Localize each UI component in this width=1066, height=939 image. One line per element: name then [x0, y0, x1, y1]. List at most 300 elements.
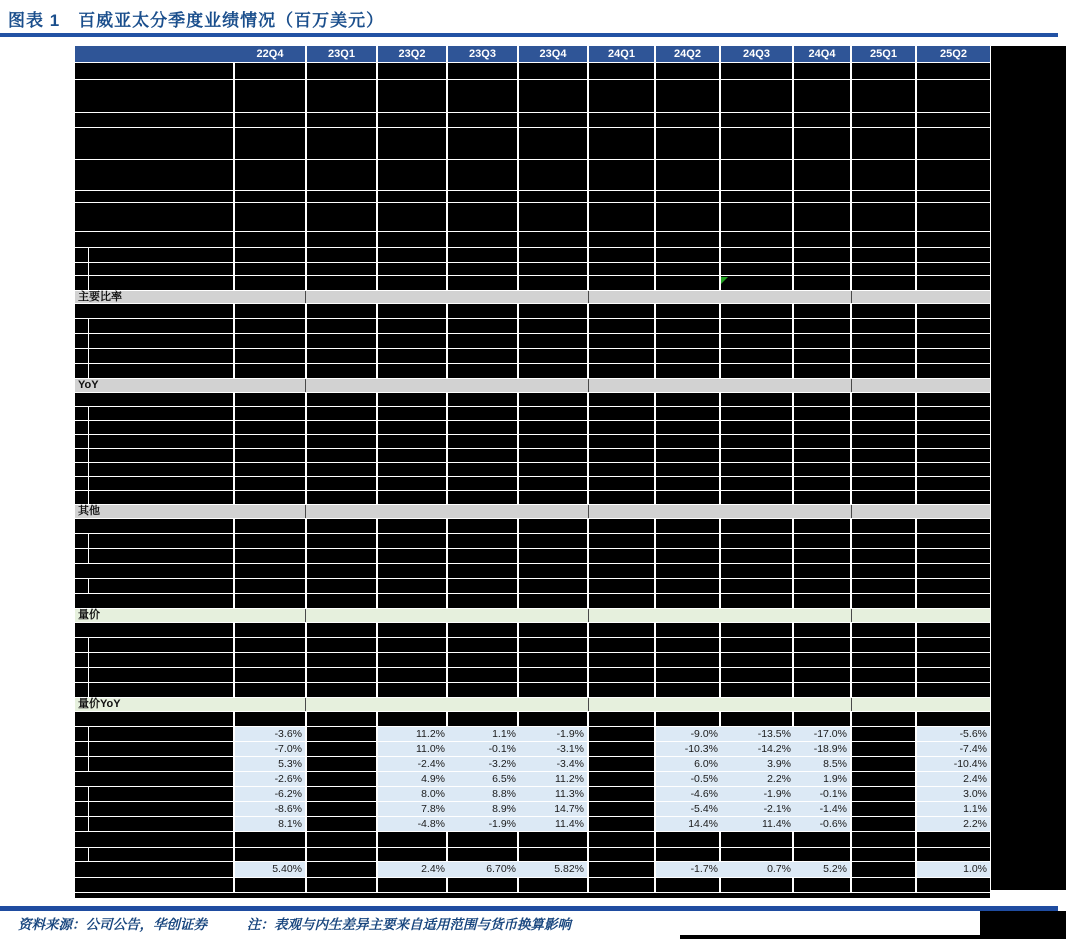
- redacted-cell: [917, 519, 990, 533]
- redacted-cell: [307, 549, 376, 563]
- redacted-cell: [448, 878, 517, 892]
- redacted-label-cell: [89, 319, 233, 333]
- redacted-cell: [307, 128, 376, 159]
- redacted-cell: [307, 757, 376, 771]
- footer-divider: [0, 906, 1058, 911]
- redacted-cell: [721, 304, 792, 318]
- section-cell-separator: [305, 609, 306, 622]
- redacted-cell: [852, 191, 915, 202]
- redacted-cell: [852, 878, 915, 892]
- value-cell: 0.7%: [721, 862, 794, 877]
- redacted-label-cell: [89, 349, 233, 363]
- redacted-row: [75, 276, 990, 290]
- redacted-label-cell: [75, 113, 233, 127]
- redacted-row: [75, 232, 990, 247]
- redacted-cell: [917, 393, 990, 406]
- table-header-row: [75, 46, 990, 62]
- redacted-cell: [448, 113, 517, 127]
- redacted-cell: [852, 319, 915, 333]
- redacted-cell: [917, 594, 990, 608]
- redacted-cell: [852, 160, 915, 190]
- value-cell: 11.0%: [378, 742, 448, 756]
- redacted-cell: [721, 623, 792, 637]
- redacted-cell: [519, 160, 587, 190]
- redacted-cell: [307, 80, 376, 112]
- redacted-cell: [794, 712, 850, 726]
- redacted-cell: [656, 832, 719, 847]
- redacted-cell: [917, 564, 990, 578]
- redacted-cell: [721, 534, 792, 548]
- redacted-cell: [852, 276, 915, 290]
- redacted-cell: [448, 349, 517, 363]
- redacted-cell: [721, 334, 792, 348]
- redacted-label-cell: [89, 802, 233, 816]
- value-cell: 11.2%: [378, 727, 448, 741]
- value-cell: -1.9%: [721, 787, 794, 801]
- section-cell-separator: [305, 379, 306, 392]
- section-row-volume_price_yoy: [75, 698, 990, 711]
- redacted-label-cell: [75, 772, 233, 786]
- redacted-cell: [852, 653, 915, 667]
- redacted-cell: [656, 334, 719, 348]
- redacted-cell: [794, 128, 850, 159]
- redacted-row: [75, 393, 990, 406]
- redacted-cell: [852, 407, 915, 420]
- redacted-cell: [794, 653, 850, 667]
- redacted-cell: [794, 113, 850, 127]
- redacted-cell: [656, 534, 719, 548]
- value-cell: -17.0%: [794, 727, 850, 741]
- section-label: 量价YoY: [78, 698, 121, 710]
- redacted-cell: [235, 304, 305, 318]
- redacted-label-cell: [75, 623, 233, 637]
- redacted-label-cell: [89, 263, 233, 275]
- redacted-indent-cell: [75, 579, 88, 593]
- redacted-cell: [589, 80, 654, 112]
- redacted-indent-cell: [75, 276, 88, 290]
- redacted-cell: [589, 421, 654, 434]
- redacted-cell: [917, 579, 990, 593]
- redacted-cell: [519, 191, 587, 202]
- redacted-cell: [307, 742, 376, 756]
- redacted-cell: [307, 683, 376, 697]
- redacted-cell: [589, 817, 654, 831]
- redacted-label-cell: [89, 787, 233, 801]
- redacted-label-cell: [89, 463, 233, 476]
- value-cell: 11.2%: [519, 772, 587, 786]
- redacted-cell: [656, 477, 719, 490]
- redacted-label-cell: [75, 63, 233, 79]
- redacted-cell: [448, 477, 517, 490]
- redacted-cell: [721, 449, 792, 462]
- redacted-cell: [378, 848, 446, 861]
- redacted-cell: [852, 334, 915, 348]
- redacted-label-cell: [75, 393, 233, 406]
- redacted-row: [75, 364, 990, 378]
- redacted-cell: [235, 848, 305, 861]
- value-cell: 1.1%: [917, 802, 990, 816]
- redacted-cell: [656, 668, 719, 682]
- redacted-cell: [307, 248, 376, 262]
- redacted-cell: [378, 712, 446, 726]
- redacted-cell: [589, 113, 654, 127]
- redacted-cell: [589, 712, 654, 726]
- redacted-cell: [307, 712, 376, 726]
- redacted-cell: [721, 349, 792, 363]
- value-cell: -10.4%: [917, 757, 990, 771]
- redacted-indent-cell: [75, 421, 88, 434]
- redacted-cell: [448, 638, 517, 652]
- redacted-cell: [721, 319, 792, 333]
- redacted-cell: [852, 564, 915, 578]
- redacted-cell: [794, 564, 850, 578]
- value-cell: 2.4%: [917, 772, 990, 786]
- value-cell: 8.5%: [794, 757, 850, 771]
- redacted-cell: [794, 519, 850, 533]
- redacted-cell: [656, 683, 719, 697]
- redacted-row: [75, 334, 990, 348]
- redacted-cell: [235, 712, 305, 726]
- redacted-cell: [307, 364, 376, 378]
- redacted-cell: [519, 491, 587, 504]
- redacted-cell: [235, 421, 305, 434]
- redacted-cell: [235, 319, 305, 333]
- redacted-label-cell: [89, 742, 233, 756]
- figure-label: 图表 1: [8, 11, 61, 30]
- redacted-row: [75, 203, 990, 231]
- redacted-cell: [307, 878, 376, 892]
- redacted-cell: [519, 63, 587, 79]
- redacted-cell: [917, 449, 990, 462]
- redacted-cell: [656, 878, 719, 892]
- value-cell: 6.5%: [448, 772, 519, 786]
- redacted-label-cell: [89, 421, 233, 434]
- redacted-row: [75, 191, 990, 202]
- redacted-cell: [721, 549, 792, 563]
- redacted-cell: [852, 80, 915, 112]
- redacted-cell: [235, 683, 305, 697]
- redacted-cell: [378, 449, 446, 462]
- redacted-cell: [448, 393, 517, 406]
- redacted-cell: [235, 519, 305, 533]
- redacted-cell: [589, 564, 654, 578]
- redacted-row: [75, 683, 990, 697]
- redacted-cell: [448, 848, 517, 861]
- redacted-cell: [917, 463, 990, 476]
- redacted-indent-cell: [75, 477, 88, 490]
- redacted-row: [75, 712, 990, 726]
- redacted-cell: [519, 712, 587, 726]
- redacted-cell: [307, 653, 376, 667]
- value-cell: 3.0%: [917, 787, 990, 801]
- redacted-cell: [448, 594, 517, 608]
- data-row: [75, 817, 990, 831]
- data-row: [75, 727, 990, 741]
- redacted-row: [75, 519, 990, 533]
- redacted-cell: [235, 160, 305, 190]
- redacted-cell: [794, 334, 850, 348]
- redacted-cell: [794, 263, 850, 275]
- value-cell: 11.4%: [721, 817, 794, 831]
- redacted-row: [75, 878, 990, 892]
- column-header: 24Q1: [589, 46, 654, 62]
- redacted-cell: [589, 668, 654, 682]
- redacted-cell: [519, 349, 587, 363]
- redacted-row: [75, 564, 990, 578]
- redacted-right-margin: [991, 46, 1066, 890]
- redacted-cell: [589, 232, 654, 247]
- redacted-cell: [852, 742, 915, 756]
- redacted-cell: [794, 349, 850, 363]
- redacted-cell: [917, 407, 990, 420]
- redacted-cell: [852, 477, 915, 490]
- value-cell: -0.5%: [656, 772, 721, 786]
- redacted-row: [75, 128, 990, 159]
- redacted-cell: [378, 319, 446, 333]
- redacted-cell: [589, 304, 654, 318]
- value-cell: -7.4%: [917, 742, 990, 756]
- redacted-cell: [235, 393, 305, 406]
- redacted-cell: [721, 263, 792, 275]
- value-cell: 8.1%: [235, 817, 305, 831]
- redacted-cell: [721, 668, 792, 682]
- column-header: 23Q3: [448, 46, 517, 62]
- redacted-cell: [378, 128, 446, 159]
- redacted-row: [75, 848, 990, 861]
- figure-name: 百威亚太分季度业绩情况（百万美元）: [78, 11, 385, 30]
- redacted-cell: [378, 463, 446, 476]
- redacted-cell: [448, 449, 517, 462]
- redacted-cell: [794, 638, 850, 652]
- redacted-indent-cell: [75, 319, 88, 333]
- redacted-cell: [307, 772, 376, 786]
- redacted-cell: [794, 407, 850, 420]
- redacted-cell: [917, 80, 990, 112]
- section-cell-separator: [588, 609, 589, 622]
- redacted-cell: [307, 787, 376, 801]
- redacted-cell: [656, 349, 719, 363]
- redacted-label-cell: [75, 832, 233, 847]
- value-cell: -0.1%: [794, 787, 850, 801]
- redacted-cell: [307, 304, 376, 318]
- redacted-cell: [378, 191, 446, 202]
- redacted-cell: [378, 564, 446, 578]
- redacted-label-cell: [89, 757, 233, 771]
- figure-title: [8, 6, 384, 31]
- redacted-cell: [656, 463, 719, 476]
- section-cell-separator: [305, 698, 306, 711]
- value-cell: -4.8%: [378, 817, 448, 831]
- redacted-cell: [519, 683, 587, 697]
- value-cell: -3.6%: [235, 727, 305, 741]
- section-label: 其他: [78, 505, 100, 517]
- redacted-cell: [656, 113, 719, 127]
- redacted-label-cell: [75, 712, 233, 726]
- redacted-cell: [307, 579, 376, 593]
- value-cell: -1.7%: [656, 862, 721, 877]
- redacted-cell: [852, 623, 915, 637]
- redacted-cell: [519, 549, 587, 563]
- redacted-row: [75, 594, 990, 608]
- redacted-cell: [448, 364, 517, 378]
- redacted-cell: [589, 319, 654, 333]
- redacted-cell: [378, 113, 446, 127]
- redacted-cell: [519, 263, 587, 275]
- section-label: YoY: [78, 379, 99, 391]
- redacted-cell: [917, 334, 990, 348]
- redacted-cell: [519, 564, 587, 578]
- value-cell: 1.9%: [794, 772, 850, 786]
- value-cell: -4.6%: [656, 787, 721, 801]
- redacted-cell: [589, 63, 654, 79]
- redacted-cell: [656, 128, 719, 159]
- redacted-cell: [794, 435, 850, 448]
- value-cell: 8.0%: [378, 787, 448, 801]
- redacted-cell: [378, 832, 446, 847]
- redacted-cell: [235, 248, 305, 262]
- value-cell: 2.2%: [917, 817, 990, 831]
- redacted-cell: [656, 160, 719, 190]
- redacted-cell: [307, 594, 376, 608]
- redacted-label-cell: [89, 276, 233, 290]
- redacted-cell: [721, 364, 792, 378]
- redacted-row: [75, 449, 990, 462]
- redacted-cell: [235, 232, 305, 247]
- redacted-cell: [917, 477, 990, 490]
- redacted-indent-cell: [75, 742, 88, 756]
- redacted-cell: [235, 653, 305, 667]
- redacted-cell: [852, 203, 915, 231]
- redacted-cell: [589, 276, 654, 290]
- redacted-cell: [852, 712, 915, 726]
- redacted-indent-cell: [75, 727, 88, 741]
- redacted-indent-cell: [75, 463, 88, 476]
- value-cell: -14.2%: [721, 742, 794, 756]
- redacted-cell: [721, 463, 792, 476]
- redacted-cell: [794, 832, 850, 847]
- redacted-cell: [519, 276, 587, 290]
- redacted-cell: [378, 638, 446, 652]
- cell-flag-marker: [721, 277, 728, 284]
- redacted-cell: [656, 304, 719, 318]
- redacted-cell: [307, 113, 376, 127]
- redacted-label-cell: [89, 449, 233, 462]
- redacted-cell: [852, 668, 915, 682]
- redacted-cell: [235, 334, 305, 348]
- data-row: [75, 787, 990, 801]
- redacted-cell: [852, 549, 915, 563]
- value-cell: -10.3%: [656, 742, 721, 756]
- value-cell: 2.4%: [378, 862, 448, 877]
- redacted-cell: [519, 579, 587, 593]
- redacted-label-cell: [89, 848, 233, 861]
- redacted-cell: [917, 638, 990, 652]
- redacted-cell: [721, 203, 792, 231]
- redacted-cell: [852, 594, 915, 608]
- redacted-cell: [852, 638, 915, 652]
- redacted-cell: [794, 668, 850, 682]
- redacted-cell: [656, 623, 719, 637]
- redacted-cell: [917, 832, 990, 847]
- redacted-cell: [721, 191, 792, 202]
- redacted-indent-cell: [75, 787, 88, 801]
- redacted-indent-cell: [75, 364, 88, 378]
- redacted-cell: [235, 80, 305, 112]
- redacted-cell: [235, 128, 305, 159]
- value-cell: -3.1%: [519, 742, 587, 756]
- redacted-cell: [656, 653, 719, 667]
- redacted-row: [75, 623, 990, 637]
- redacted-cell: [656, 191, 719, 202]
- redacted-row: [75, 549, 990, 563]
- redacted-cell: [852, 449, 915, 462]
- redacted-cell: [917, 878, 990, 892]
- section-cell-separator: [588, 698, 589, 711]
- column-header: 24Q4: [794, 46, 850, 62]
- redacted-cell: [448, 549, 517, 563]
- redacted-cell: [378, 519, 446, 533]
- redacted-cell: [917, 623, 990, 637]
- redacted-cell: [721, 564, 792, 578]
- redacted-cell: [917, 263, 990, 275]
- redacted-cell: [721, 128, 792, 159]
- redacted-cell: [721, 276, 792, 290]
- redacted-cell: [235, 63, 305, 79]
- redacted-cell: [448, 712, 517, 726]
- redacted-cell: [307, 63, 376, 79]
- redacted-cell: [448, 248, 517, 262]
- redacted-cell: [852, 364, 915, 378]
- redacted-cell: [721, 638, 792, 652]
- redacted-cell: [852, 519, 915, 533]
- redacted-cell: [589, 623, 654, 637]
- redacted-cell: [917, 653, 990, 667]
- redacted-cell: [852, 263, 915, 275]
- redacted-cell: [852, 232, 915, 247]
- redacted-cell: [589, 534, 654, 548]
- redacted-row: [75, 832, 990, 847]
- redacted-cell: [448, 491, 517, 504]
- redacted-row: [75, 63, 990, 79]
- redacted-label-cell: [89, 683, 233, 697]
- value-cell: -2.6%: [235, 772, 305, 786]
- redacted-label-cell: [89, 668, 233, 682]
- redacted-cell: [378, 579, 446, 593]
- redacted-cell: [378, 407, 446, 420]
- redacted-cell: [378, 364, 446, 378]
- redacted-cell: [589, 772, 654, 786]
- redacted-cell: [852, 534, 915, 548]
- redacted-cell: [656, 63, 719, 79]
- redacted-cell: [656, 80, 719, 112]
- redacted-row: [75, 491, 990, 504]
- redacted-cell: [656, 364, 719, 378]
- redacted-cell: [519, 878, 587, 892]
- redacted-cell: [917, 491, 990, 504]
- source-note: [18, 913, 571, 933]
- section-row-other: [75, 505, 990, 518]
- value-cell: -9.0%: [656, 727, 721, 741]
- redacted-cell: [852, 683, 915, 697]
- value-cell: -1.4%: [794, 802, 850, 816]
- redacted-cell: [589, 491, 654, 504]
- section-cell-separator: [851, 698, 852, 711]
- redacted-cell: [589, 449, 654, 462]
- section-cell-separator: [588, 379, 589, 392]
- column-header: 23Q2: [378, 46, 446, 62]
- redacted-cell: [235, 463, 305, 476]
- redacted-cell: [307, 519, 376, 533]
